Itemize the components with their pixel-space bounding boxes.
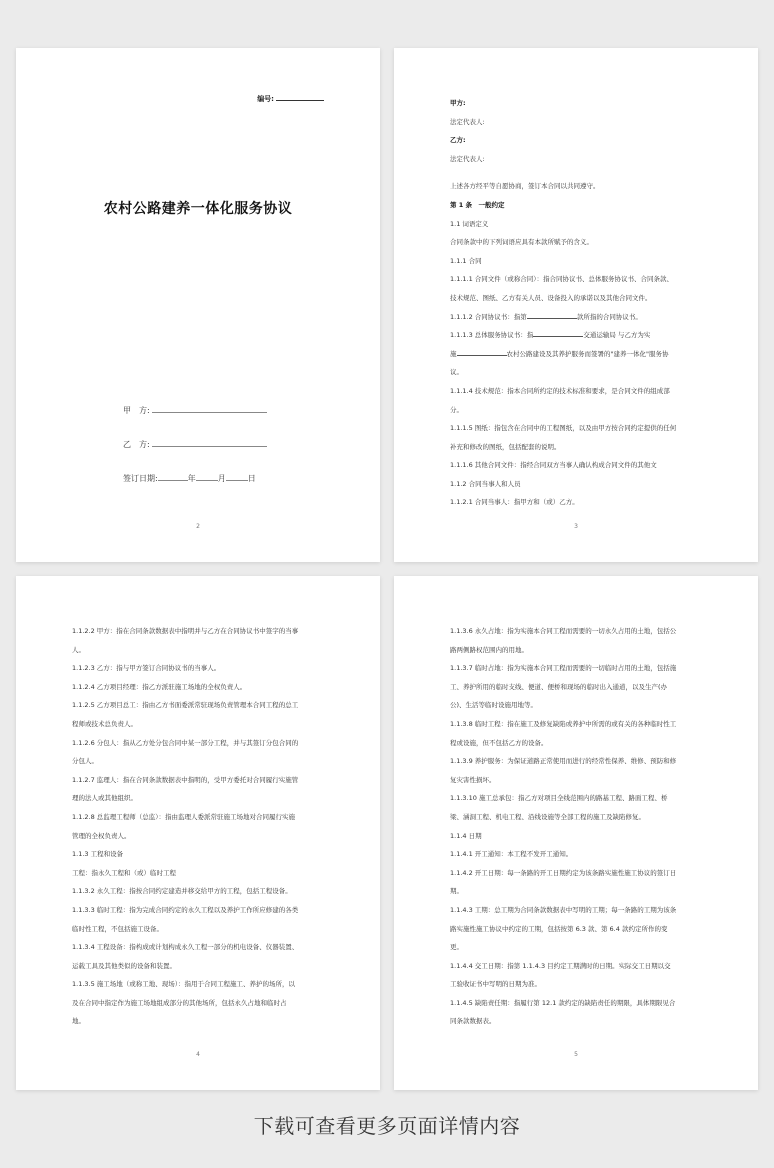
text-line: 1.1.4.2 开工日期：每一条路的开工日期约定为该条路实施性施工协议的签订日: [450, 868, 677, 877]
signature-block: [123, 404, 267, 506]
serial-blank: [276, 93, 324, 101]
page-5-body: [450, 622, 710, 1031]
fill-blank: [457, 349, 507, 356]
text-line: 1.1.2.8 总监理工程师（总监）：指由监理人委派常驻施工场地对合同履行实施: [72, 812, 296, 821]
month-label: 月: [217, 474, 226, 483]
text-line: 1.1 词语定义: [450, 219, 489, 228]
party-b-label: 乙 方:: [123, 440, 150, 449]
text-line: 理的法人或其他组织。: [72, 794, 137, 803]
text-line: 1.1.1.4 技术规范：指本合同所约定的技术标准和要求，是合同文件的组成部: [450, 386, 670, 395]
text-line: 工验收证书中写明的日期为准。: [450, 980, 541, 989]
text-line: 1.1.3.8 临时工程：指在施工及修复缺陷或养护中所需的或有关的各种临时性工: [450, 719, 677, 728]
text-line: 1.1.2.3 乙方：指与甲方签订合同协议书的当事人。: [72, 664, 221, 673]
text-line: 分包人。: [72, 757, 98, 766]
text-line: 1.1.2.1 合同当事人：指甲方和（或）乙方。: [450, 498, 579, 507]
page-3-body: [450, 94, 710, 512]
year-label: 年: [187, 474, 196, 483]
party-a-label: 甲 方:: [123, 406, 150, 415]
text-line: 路两侧路权范围内的用地。: [450, 645, 528, 654]
page-3: [394, 48, 758, 562]
text-line: 1.1.2.5 乙方项目总工：指由乙方书面委派常驻现场负责管理本合同工程的总工: [72, 701, 299, 710]
text-line: 地。: [72, 1017, 85, 1026]
text-line: 1.1.1.6 其他合同文件：指经合同双方当事人确认构成合同文件的其他文: [450, 461, 657, 470]
page-number: 2: [196, 523, 200, 530]
text-line: 程或设施，但不包括乙方的设备。: [450, 738, 548, 747]
page-5: [394, 576, 758, 1090]
spacer: [450, 168, 710, 177]
text-line: [450, 326, 710, 345]
fill-blank: [527, 312, 577, 319]
text-line: 程师或技术总负责人。: [72, 719, 137, 728]
date-label: 签订日期:: [123, 474, 158, 483]
text-line: 乙方:: [450, 136, 466, 145]
text-line: 1.1.3.6 永久占地：指为实施本合同工程而需要的一切永久占用的土地，包括公: [450, 627, 677, 635]
text-line: 甲方:: [450, 99, 466, 107]
text-line: 补充和修改的图纸，包括配套的说明。: [450, 442, 561, 451]
text-line: 1.1.2.7 监理人：指在合同条款数据表中指明的，受甲方委托对合同履行实施管: [72, 775, 299, 784]
text-line: 合同条款中的下列词语应具有本款所赋予的含义。: [450, 238, 593, 247]
party-a-row: [123, 404, 267, 438]
text-line: 工、养护所用的临时支线、便道、便桥和现场的临时出入通道，以及生产(办: [450, 682, 668, 691]
text-line: 1.1.3.9 养护服务：为保证道路正常使用而进行的经常性保养、维修、预防和修: [450, 757, 677, 766]
day-label: 日: [247, 474, 256, 483]
page-number: 3: [574, 523, 578, 530]
text-fragment: 交通运输局 与乙方为实: [583, 331, 651, 340]
text-line: 1.1.2.4 乙方项目经理：指乙方派驻施工场地的全权负责人。: [72, 682, 247, 691]
text-line: [450, 345, 710, 364]
text-line: 议。: [450, 368, 463, 377]
text-line: 运载工具及其他类似的设备和装置。: [72, 961, 176, 970]
day-blank: [226, 472, 248, 481]
text-line: 1.1.2.6 分包人：指从乙方处分包合同中某一部分工程，并与其签订分包合同的: [72, 738, 299, 747]
text-line: 1.1.3.5 施工场地（或称工地、现场）：指用于合同工程施工、养护的场所，以: [72, 980, 296, 989]
text-fragment: 农村公路建设及其养护服务而签署的"建养一体化"服务协: [506, 349, 669, 358]
text-line: 及在合同中指定作为施工场地组成部分的其他场所，包括永久占地和临时占: [72, 998, 287, 1007]
page-cover: [16, 48, 380, 562]
download-more-banner[interactable]: 下载可查看更多页面详情内容: [253, 1114, 521, 1138]
text-line: 路实施性施工协议中约定的工期，包括按第 6.3 款、第 6.4 款约定所作的变: [450, 924, 668, 933]
page-number: 4: [196, 1051, 200, 1058]
text-fragment: 款所指的合同协议书。: [576, 312, 642, 321]
text-line: 1.1.4.4 交工日期：指第 1.1.4.3 目约定工期满时的日期。实际交工日期以交: [450, 961, 671, 970]
text-fragment: 1.1.1.3 总体服务协议书：指: [450, 331, 534, 340]
text-line: 1.1.4.1 开工通知：本工程不发开工通知。: [450, 850, 573, 859]
text-line: 1.1.2 合同当事人和人员: [450, 479, 521, 488]
text-line: 更。: [450, 943, 463, 952]
party-b-blank: [152, 438, 267, 447]
year-blank: [158, 472, 188, 481]
party-b-row: [123, 438, 267, 472]
page-4-body: [72, 622, 332, 1031]
text-line: 分。: [450, 405, 463, 414]
text-line: 技术规范、图纸、乙方有关人员、设备投入的承诺以及其他合同文件。: [450, 293, 652, 302]
document-title: 农村公路建养一体化服务协议: [103, 201, 293, 217]
text-line: 工程：指永久工程和（或）临时工程: [72, 868, 176, 877]
text-line: 复灾害性损坏。: [450, 775, 496, 784]
page-number: 5: [574, 1051, 578, 1058]
text-line: 1.1.3 工程和设备: [72, 850, 124, 859]
section-heading: 第 1 条 一般约定: [450, 200, 505, 209]
text-line: 期。: [450, 887, 463, 896]
text-line: 梁、涵洞工程、机电工程、沿线设施等全部工程的施工及缺陷修复。: [450, 812, 645, 821]
text-line: 管理的全权负责人。: [72, 831, 131, 840]
text-line: [450, 308, 710, 327]
text-line: 1.1.3.2 永久工程：指按合同约定建造并移交给甲方的工程，包括工程设备。: [72, 887, 292, 896]
text-fragment: 施: [450, 349, 457, 358]
fill-blank: [533, 330, 583, 337]
text-line: 1.1.3.7 临时占地：指为实施本合同工程而需要的一切临时占用的土地，包括施: [450, 664, 677, 673]
party-a-blank: [152, 404, 267, 413]
serial-label: 编号:: [257, 95, 274, 103]
text-line: 临时性工程，不包括施工设备。: [72, 924, 163, 933]
text-line: 公)、生活等临时设施用地等。: [450, 701, 538, 710]
text-fragment: 1.1.1.2 合同协议书：指第: [450, 312, 527, 321]
text-line: 法定代表人:: [450, 154, 485, 163]
serial-number: [257, 93, 324, 104]
month-blank: [196, 472, 218, 481]
text-line: 1.1.4 日期: [450, 831, 482, 840]
text-line: 1.1.3.4 工程设备：指构成或计划构成永久工程一部分的机电设备、仪器装置、: [72, 943, 299, 952]
text-line: 人。: [72, 645, 85, 654]
text-line: 1.1.4.3 工期：总工期为合同条款数据表中写明的工期；每一条路的工期为该条: [450, 905, 677, 914]
text-line: 1.1.2.2 甲方：指在合同条款数据表中指明并与乙方在合同协议书中签字的当事: [72, 627, 299, 635]
text-line: 1.1.4.5 缺陷责任期：指履行第 12.1 款约定的缺陷责任的期限，具体期限见合: [450, 998, 676, 1007]
page-4: [16, 576, 380, 1090]
text-line: 1.1.3.3 临时工程：指为完成合同约定的永久工程以及养护工作所应修建的各类: [72, 905, 299, 914]
text-line: 同条款数据表。: [450, 1017, 496, 1026]
text-line: 法定代表人:: [450, 117, 485, 126]
text-line: 1.1.3.10 施工总承包：指乙方对项目全线范围内的路基工程、路面工程、桥: [450, 794, 668, 803]
text-line: 上述各方经平等自愿协商，签订本合同以共同遵守。: [450, 182, 600, 191]
text-line: 1.1.1.5 图纸：指包含在合同中的工程图纸，以及由甲方按合同约定提供的任何: [450, 424, 677, 433]
text-line: 1.1.1 合同: [450, 256, 482, 265]
text-line: 1.1.1.1 合同文件（或称合同）：指合同协议书、总体服务协议书、合同条款、: [450, 275, 674, 284]
sign-date-row: [123, 472, 267, 506]
